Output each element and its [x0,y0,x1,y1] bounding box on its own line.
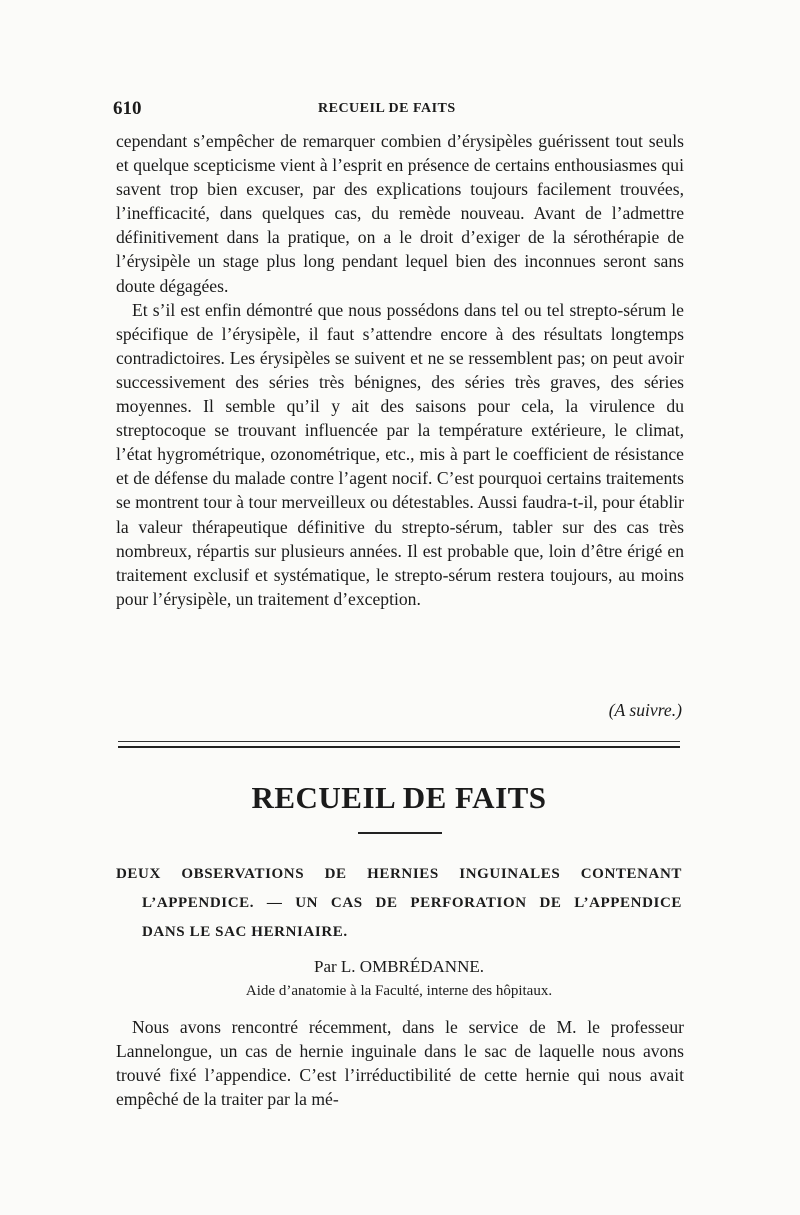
article-title-line: L’APPENDICE. — UN CAS DE PERFORATION DE L’APPENDICE [142,895,682,911]
author-byline: Par L. OMBRÉDANNE. [314,957,484,976]
paragraph: Et s’il est enfin démontré que nous possédons dans tel ou tel strepto-sérum le spécifique de l’érysipèle, il faut s’attendre encore à des résultats longtemps contradictoires. Les érysipèles se suivent et ne se ressemblent pas; on peut avoir successivement des séries très bénignes, des séries très graves, des séries moyennes. Il semble qu’il y ait des saisons pour cela, la virulence du streptocoque se trouvant influencée par la température extérieure, le climat, l’état hygrométrique, ozonométrique, etc., mis à part le coefficient de résistance et de défense du malade contre l’agent nocif. C’est pourquoi certains traitements se montrent tour à tour merveilleux ou détestables. Aussi faudra-t-il, pour établir la valeur thérapeutique définitive du strepto-sérum, tabler sur des cas très nombreux, répartis sur plusieurs années. Il est probable que, loin d’être érigé en traitement exclusif et systématique, le strepto-sérum restera toujours, au moins pour l’érysipèle, un traitement d’exception. [116,299,684,609]
paragraph: Nous avons rencontré récemment, dans le service de M. le professeur Lannelongue, un cas de hernie inguinale dans le sac de laquelle nous avons trouvé fixé l’appendice. C’est l’irréductibilité de cette hernie qui nous avait empêché de la traiter par la mé- [116,1017,684,1110]
continued-text [116,129,684,611]
page-number: 610 [113,98,142,119]
running-head-title: RECUEIL DE FAITS [318,101,456,116]
section-title-rule [358,832,442,834]
article-title-line: DEUX OBSERVATIONS DE HERNIES INGUINALES CONTENANT [116,866,682,882]
paragraph: cependant s’empêcher de remarquer combien d’érysipèles guérissent tout seuls et quelque scepticisme vient à l’esprit en présence de certains enthousiasmes qui savent trop bien excuser, par des explications toujours facilement trouvées, l’inefficacité, dans quelques cas, du remède nouveau. Avant de l’admettre définitivement dans la pratique, on a le droit d’exiger de la sérothérapie de l’érysipèle un stage plus long pendant lequel bien des inconnues seront sans doute dégagées. [116,131,684,296]
to-be-continued-note: (A suivre.) [608,700,682,720]
section-title: RECUEIL DE FAITS [251,780,547,815]
section-divider-thin [118,741,680,742]
article-title [116,860,682,947]
running-head [113,98,683,122]
section-divider-thick [118,746,680,748]
author-affiliation: Aide d’anatomie à la Faculté, interne des hôpitaux. [245,983,553,999]
article-body [116,1015,684,1111]
article-title-line: DANS LE SAC HERNIAIRE. [142,924,348,940]
